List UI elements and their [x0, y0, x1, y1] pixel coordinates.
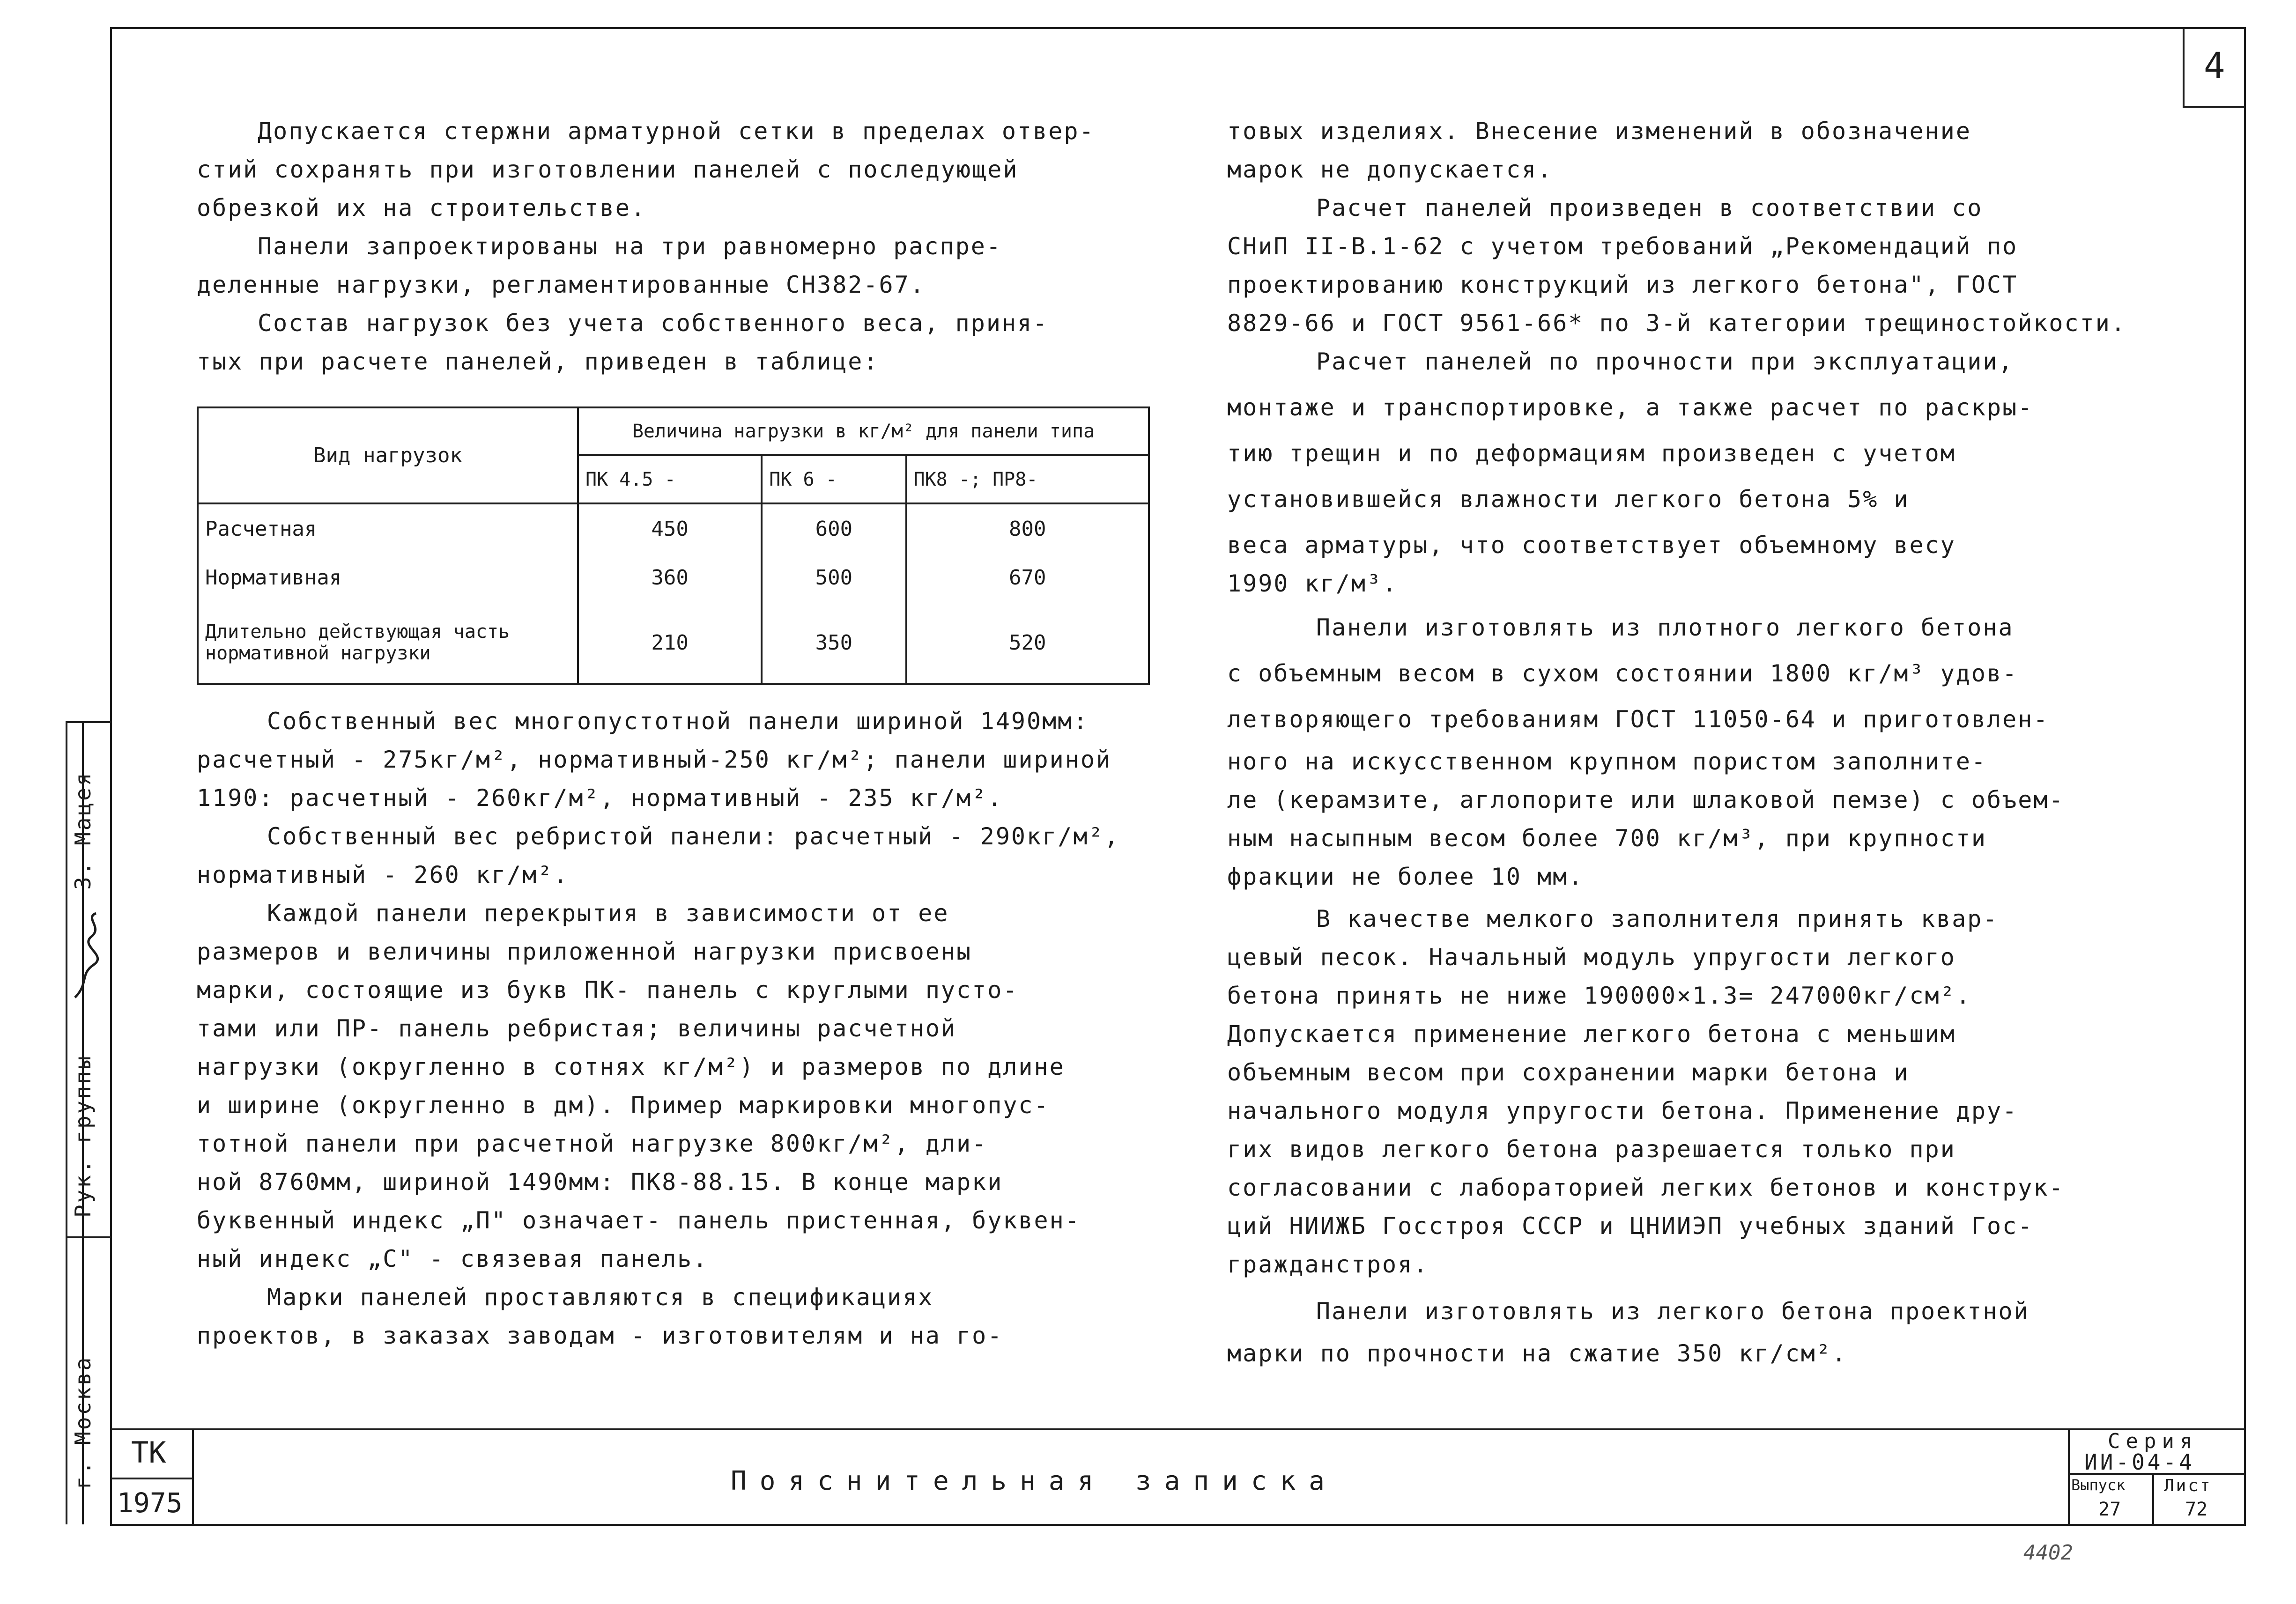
right-line: Допускается применение легкого бетона с меньшим	[1227, 1020, 1956, 1048]
frame-bottom	[110, 1524, 2246, 1526]
stamp-city: г. Москва	[70, 1355, 96, 1489]
table-col-type: ПК8 -; ПР8-	[906, 455, 1149, 503]
left-line: нагрузки (округленно в сотнях кг/м²) и размеров по длине	[197, 1053, 1065, 1080]
right-line: проектированию конструкций из легкого бетона", ГОСТ	[1227, 271, 2018, 298]
right-line: 1990 кг/м³.	[1227, 570, 1398, 597]
title-block-left-divider	[192, 1428, 194, 1524]
frame-top	[110, 27, 2246, 29]
right-line: бетона принять не ниже 190000×1.3= 247000кг/см².	[1227, 982, 1971, 1009]
right-line: марок не допускается.	[1227, 156, 1553, 183]
title-block-org: ТК	[131, 1435, 166, 1470]
frame-left	[110, 27, 112, 1526]
table-cell: 360	[578, 554, 762, 602]
right-line: Расчет панелей произведен в соответствии со	[1316, 194, 1983, 222]
right-line: с объемным весом в сухом состоянии 1800 кг/м³ удов-	[1227, 660, 2018, 687]
table-cell: 210	[578, 602, 762, 684]
left-line: расчетный - 275кг/м², нормативный-250 кг/м²; панели шириной	[197, 746, 1112, 773]
table-col-type: ПК 6 -	[762, 455, 906, 503]
right-line: летворяющего требованиям ГОСТ 11050-64 и приготовлен-	[1227, 706, 2049, 733]
sheet-value: 72	[2185, 1499, 2208, 1520]
table-col-type: ПК 4.5 -	[578, 455, 762, 503]
table-cell: 670	[906, 554, 1149, 602]
frame-right	[2244, 27, 2246, 1526]
table-row-label: Нормативная	[198, 554, 578, 602]
right-line: В качестве мелкого заполнителя принять квар-	[1316, 905, 1999, 932]
left-line: буквенный индекс „П" означает- панель пристенная, буквен-	[197, 1207, 1081, 1234]
right-line: начального модуля упругости бетона. Применение дру-	[1227, 1097, 2018, 1124]
right-line: гих видов легкого бетона разрешается только при	[1227, 1136, 1956, 1163]
right-line: веса арматуры, что соответствует объемному весу	[1227, 532, 1956, 559]
right-line: установившейся влажности легкого бетона 5% и	[1227, 486, 1910, 513]
table-cell: 520	[906, 602, 1149, 684]
title-block-year: 1975	[117, 1487, 183, 1519]
series-block-split	[2152, 1473, 2154, 1524]
right-line: монтаже и транспортировке, а также расчет по раскры-	[1227, 394, 2034, 421]
table-cell: 500	[762, 554, 906, 602]
table-header-load-type: Вид нагрузок	[198, 407, 578, 503]
left-line: Каждой панели перекрытия в зависимости от ее	[267, 900, 949, 927]
table-header-group: Величина нагрузки в кг/м² для панели типа	[578, 407, 1149, 455]
footer-number: 4402	[2023, 1541, 2073, 1565]
left-line: тами или ПР- панель ребристая; величины расчетной	[197, 1015, 957, 1042]
left-line: и ширине (округленно в дм). Пример маркировки многопус-	[197, 1092, 1050, 1119]
left-line: 1190: расчетный - 260кг/м², нормативный - 235 кг/м².	[197, 784, 1003, 812]
left-line: стий сохранять при изготовлении панелей с последующей	[197, 156, 1019, 183]
right-line: товых изделиях. Внесение изменений в обозначение	[1227, 118, 1971, 145]
left-line: марки, состоящие из букв ПК- панель с круглыми пусто-	[197, 976, 1019, 1004]
left-line: деленные нагрузки, регламентированные СН382-67.	[197, 271, 926, 298]
left-line: тотной панели при расчетной нагрузке 800кг/м², дли-	[197, 1130, 988, 1157]
table-row-label: Длительно действующая часть нормативной нагрузки	[198, 602, 578, 684]
series-label: Серия	[2108, 1429, 2198, 1453]
page-number: 4	[2204, 44, 2225, 86]
table-cell: 450	[578, 503, 762, 554]
stamp-strip-divider	[66, 1236, 111, 1238]
series-block-left	[2068, 1428, 2070, 1524]
left-line: Собственный вес ребристой панели: расчетный - 290кг/м²,	[267, 823, 1120, 850]
right-line: тию трещин и по деформациям произведен с учетом	[1227, 440, 1956, 467]
issue-label: Выпуск	[2071, 1476, 2126, 1494]
left-line: нормативный - 260 кг/м².	[197, 861, 569, 888]
right-line: ле (керамзите, аглопорите или шлаковой пемзе) с объем-	[1227, 786, 2065, 813]
sheet-label: Лист	[2164, 1476, 2212, 1495]
right-line: фракции не более 10 мм.	[1227, 863, 1584, 890]
right-line: гражданстроя.	[1227, 1251, 1429, 1278]
right-line: Панели изготовлять из плотного легкого бетона	[1316, 614, 2014, 641]
left-line: Панели запроектированы на три равномерно распре-	[258, 233, 1002, 260]
issue-value: 27	[2098, 1499, 2121, 1520]
left-line: ный индекс „С" - связевая панель.	[197, 1245, 709, 1272]
right-line: марки по прочности на сжатие 350 кг/см².	[1227, 1340, 1848, 1367]
left-line: проектов, в заказах заводам - изготовителям и на го-	[197, 1322, 1003, 1349]
right-line: Расчет панелей по прочности при эксплуатации,	[1316, 348, 2014, 375]
right-line: ным насыпным весом более 700 кг/м³, при крупности	[1227, 825, 1987, 852]
document-title: Пояснительная записка	[731, 1466, 1338, 1496]
series-value: ИИ-04-4	[2084, 1449, 2195, 1475]
left-line: Допускается стержни арматурной сетки в пределах отвер-	[258, 118, 1095, 145]
right-line: согласовании с лабораторией легких бетонов и конструк-	[1227, 1174, 2065, 1201]
left-line: ной 8760мм, шириной 1490мм: ПК8-88.15. В конце марки	[197, 1168, 1003, 1196]
right-line: ций НИИЖБ Госстроя СССР и ЦНИИЭП учебных зданий Гос-	[1227, 1212, 2034, 1240]
title-block-top	[110, 1428, 2246, 1430]
stamp-role: Рук. группы	[70, 1054, 96, 1218]
table-row-label: Расчетная	[198, 503, 578, 554]
page-box-bottom	[2183, 106, 2246, 108]
page-box-left	[2183, 27, 2185, 107]
title-block-year-divider	[110, 1478, 193, 1479]
left-line: Собственный вес многопустотной панели шириной 1490мм:	[267, 708, 1089, 735]
stamp-strip-top	[66, 721, 111, 723]
stamp-signature	[70, 909, 103, 1002]
table-cell: 350	[762, 602, 906, 684]
stamp-name: З. Мацея	[70, 771, 96, 890]
stamp-strip-line-1	[66, 721, 67, 1524]
load-table	[197, 407, 1150, 685]
left-line: Состав нагрузок без учета собственного веса, приня-	[258, 310, 1049, 337]
right-line: Панели изготовлять из легкого бетона проектной	[1316, 1298, 2029, 1325]
table-cell: 600	[762, 503, 906, 554]
left-line: обрезкой их на строительстве.	[197, 194, 646, 222]
table-cell: 800	[906, 503, 1149, 554]
right-line: цевый песок. Начальный модуль упругости легкого	[1227, 944, 1956, 971]
right-line: СНиП II-В.1-62 с учетом требований „Рекомендаций по	[1227, 233, 2018, 260]
right-line: объемным весом при сохранении марки бетона и	[1227, 1059, 1910, 1086]
left-line: тых при расчете панелей, приведен в таблице:	[197, 348, 879, 375]
right-line: ного на искусственном крупном пористом заполните-	[1227, 748, 1987, 775]
right-line: 8829-66 и ГОСТ 9561-66* по 3-й категории трещиностойкости.	[1227, 310, 2126, 337]
left-line: Марки панелей проставляются в спецификациях	[267, 1284, 934, 1311]
left-line: размеров и величины приложенной нагрузки присвоены	[197, 938, 972, 965]
